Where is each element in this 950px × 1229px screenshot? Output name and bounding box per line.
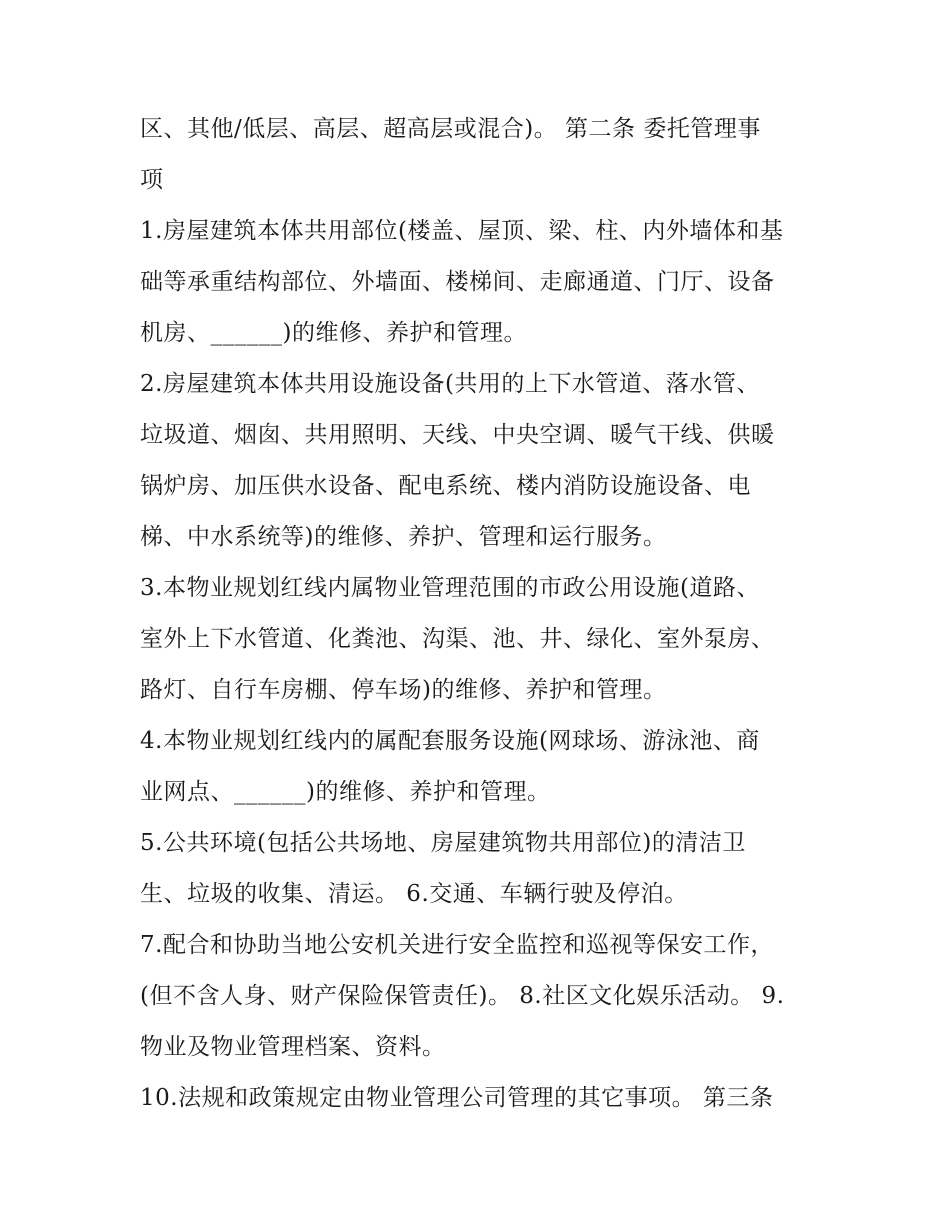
- text-line: 室外上下水管道、化粪池、沟渠、池、井、绿化、室外泵房、: [140, 626, 775, 652]
- text-line: 垃圾道、烟囱、共用照明、天线、中央空调、暖气干线、供暖: [140, 422, 775, 448]
- text-line: 梯、中水系统等)的维修、养护、管理和运行服务。: [140, 524, 667, 550]
- text-line: 4.本物业规划红线内的属配套服务设施(网球场、游泳池、商: [140, 728, 760, 754]
- text-line: 项: [140, 167, 164, 193]
- text-line: 锅炉房、加压供水设备、配电系统、楼内消防设施设备、电: [140, 473, 751, 499]
- text-line: 路灯、自行车房棚、停车场)的维修、养护和管理。: [140, 677, 667, 703]
- text-line: 10.法规和政策规定由物业管理公司管理的其它事项。 第三条: [140, 1085, 774, 1111]
- document-body: [140, 104, 820, 1124]
- text-line: 5.公共环境(包括公共场地、房屋建筑物共用部位)的清洁卫: [140, 830, 746, 856]
- text-line: 区、其他/低层、高层、超高层或混合)。 第二条 委托管理事: [140, 116, 761, 142]
- text-line: 7.配合和协助当地公安机关进行安全监控和巡视等保安工作，: [140, 932, 774, 958]
- text-line: 物业及物业管理档案、资料。: [140, 1034, 446, 1060]
- text-line: 生、垃圾的收集、清运。 6.交通、车辆行驶及停泊。: [140, 881, 688, 907]
- text-line: 础等承重结构部位、外墙面、楼梯间、走廊通道、门厅、设备: [140, 269, 775, 295]
- text-line: (但不含人身、财产保险保管责任)。 8.社区文化娱乐活动。 9.: [140, 983, 785, 1009]
- text-line: 业网点、______)的维修、养护和管理。: [140, 779, 551, 805]
- text-line: 2.房屋建筑本体共用设施设备(共用的上下水管道、落水管、: [140, 371, 760, 397]
- text-line: 3.本物业规划红线内属物业管理范围的市政公用设施(道路、: [140, 575, 760, 601]
- text-line: 机房、______)的维修、养护和管理。: [140, 320, 527, 346]
- text-line: 1.房屋建筑本体共用部位(楼盖、屋顶、梁、柱、内外墙体和基: [140, 218, 784, 244]
